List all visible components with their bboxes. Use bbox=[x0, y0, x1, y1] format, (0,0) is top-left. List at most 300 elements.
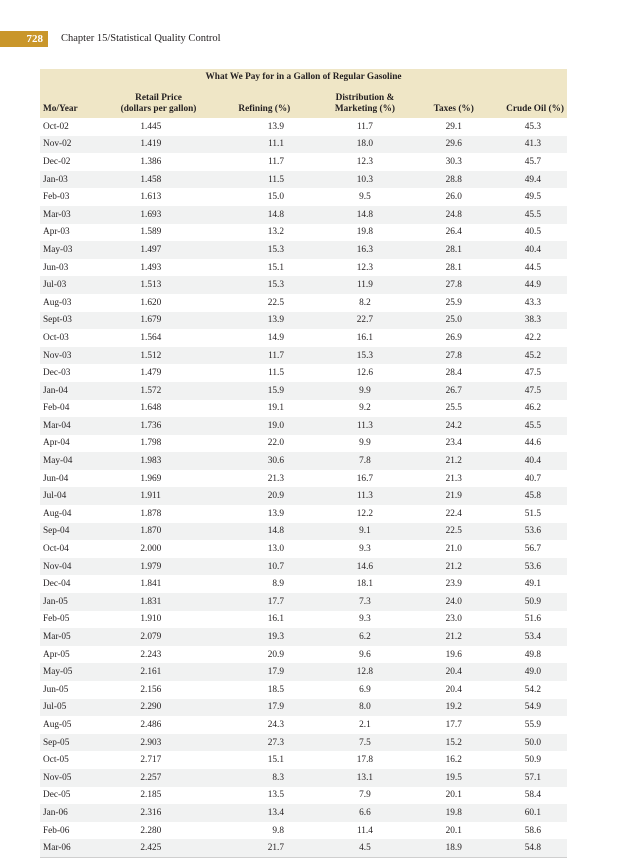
table-cell: 50.9 bbox=[490, 593, 567, 611]
table-cell: Dec-03 bbox=[43, 368, 71, 379]
table-row bbox=[40, 400, 567, 418]
table-cell: 21.3 bbox=[267, 473, 285, 484]
table-cell: 1.512 bbox=[100, 347, 216, 365]
table-cell: 10.3 bbox=[312, 171, 418, 189]
table-cell: 40.7 bbox=[524, 473, 541, 484]
table-row bbox=[40, 611, 567, 629]
table-cell: 2.257 bbox=[100, 769, 216, 787]
table-cell: 43.3 bbox=[524, 297, 541, 308]
table-cell: 45.3 bbox=[524, 121, 541, 132]
table-cell: 54.9 bbox=[490, 699, 567, 717]
table-cell: 54.8 bbox=[490, 839, 567, 857]
table-cell: 1.513 bbox=[100, 276, 216, 294]
table-cell: 28.1 bbox=[418, 241, 490, 259]
table-cell: Jun-03 bbox=[43, 262, 69, 273]
table-cell: Mar-05 bbox=[40, 628, 100, 646]
table-cell: 49.8 bbox=[524, 649, 541, 660]
table-cell: 16.2 bbox=[445, 755, 462, 766]
table-cell: 1.613 bbox=[140, 192, 162, 203]
table-cell: 23.0 bbox=[445, 614, 462, 625]
table-row bbox=[40, 188, 567, 206]
table-cell: 4.5 bbox=[312, 839, 418, 857]
table-cell: 20.1 bbox=[445, 790, 462, 801]
table-row bbox=[40, 347, 567, 365]
column-header-crude-oil: Crude Oil (%) bbox=[490, 84, 567, 118]
table-cell: 2.290 bbox=[100, 699, 216, 717]
table-cell: 40.5 bbox=[524, 227, 541, 238]
table-cell: 51.5 bbox=[524, 508, 541, 519]
column-header-taxes: Taxes (%) bbox=[418, 84, 490, 118]
table-row bbox=[40, 224, 567, 242]
table-row bbox=[40, 593, 567, 611]
table-cell: 12.6 bbox=[356, 368, 374, 379]
table-cell: Feb-03 bbox=[43, 192, 70, 203]
table-cell: Aug-03 bbox=[43, 297, 72, 308]
table-cell: 27.3 bbox=[217, 734, 312, 752]
table-cell: 21.3 bbox=[445, 473, 462, 484]
table-cell: 16.3 bbox=[312, 241, 418, 259]
table-cell: 29.1 bbox=[445, 121, 462, 132]
table-cell: Jun-04 bbox=[43, 473, 69, 484]
table-cell: 25.0 bbox=[418, 312, 490, 330]
table-cell: 1.458 bbox=[100, 171, 216, 189]
table-cell: 2.425 bbox=[100, 839, 216, 857]
table-row bbox=[40, 804, 567, 822]
table-cell: 49.4 bbox=[490, 171, 567, 189]
table-cell: 11.7 bbox=[217, 347, 312, 365]
table-cell: 2.156 bbox=[140, 684, 162, 695]
column-header-refining: Refining (%) bbox=[217, 84, 312, 118]
table-row bbox=[40, 312, 567, 330]
table-row bbox=[40, 822, 567, 840]
table-cell: May-03 bbox=[40, 241, 100, 259]
table-cell: 6.2 bbox=[312, 628, 418, 646]
table-cell: Feb-05 bbox=[43, 614, 70, 625]
table-cell: 18.0 bbox=[312, 136, 418, 154]
table-cell: 1.497 bbox=[100, 241, 216, 259]
table-row bbox=[40, 628, 567, 646]
table-cell: 19.8 bbox=[356, 227, 374, 238]
table-cell: 8.3 bbox=[217, 769, 312, 787]
table-cell: 55.9 bbox=[524, 719, 541, 730]
table-cell: 56.7 bbox=[524, 544, 541, 555]
table-row bbox=[40, 417, 567, 435]
table-row bbox=[40, 364, 567, 382]
table-cell: 17.9 bbox=[217, 699, 312, 717]
table-cell: Apr-05 bbox=[43, 649, 70, 660]
table-cell: 11.7 bbox=[356, 121, 373, 132]
table-row bbox=[40, 575, 567, 593]
table-row bbox=[40, 558, 567, 576]
table-cell: 19.1 bbox=[267, 403, 285, 414]
table-cell: 6.6 bbox=[312, 804, 418, 822]
table-cell: 12.8 bbox=[312, 663, 418, 681]
table-cell: 1.564 bbox=[140, 332, 162, 343]
table-cell: 13.4 bbox=[217, 804, 312, 822]
table-cell: 11.3 bbox=[312, 417, 418, 435]
table-cell: 14.8 bbox=[217, 206, 312, 224]
table-cell: 2.316 bbox=[100, 804, 216, 822]
table-row bbox=[40, 839, 567, 857]
table-cell: Apr-03 bbox=[43, 227, 70, 238]
table-cell: 1.679 bbox=[100, 312, 216, 330]
table-cell: 1.386 bbox=[140, 156, 162, 167]
table-cell: Dec-05 bbox=[43, 790, 71, 801]
table-cell: 17.9 bbox=[217, 663, 312, 681]
table-cell: 13.9 bbox=[267, 508, 285, 519]
table-cell: 1.648 bbox=[140, 403, 162, 414]
table-cell: Jul-05 bbox=[40, 699, 100, 717]
table-cell: 40.4 bbox=[490, 241, 567, 259]
table-cell: Jul-04 bbox=[40, 487, 100, 505]
table-cell: 19.8 bbox=[418, 804, 490, 822]
table-cell: 1.493 bbox=[140, 262, 162, 273]
table-cell: 49.1 bbox=[524, 579, 541, 590]
table-cell: 19.6 bbox=[445, 649, 462, 660]
table-cell: May-05 bbox=[40, 663, 100, 681]
table-cell: 51.6 bbox=[524, 614, 541, 625]
table-cell: 20.9 bbox=[217, 487, 312, 505]
table-cell: 9.3 bbox=[359, 614, 371, 625]
table-cell: 54.2 bbox=[524, 684, 541, 695]
table-cell: Nov-02 bbox=[40, 136, 100, 154]
page-number: 728 bbox=[0, 31, 48, 47]
table-cell: 30.6 bbox=[217, 452, 312, 470]
table-cell: Oct-05 bbox=[43, 755, 69, 766]
table-cell: 1.983 bbox=[100, 452, 216, 470]
table-cell: 15.3 bbox=[217, 276, 312, 294]
table-cell: 17.8 bbox=[356, 755, 374, 766]
table-cell: 24.8 bbox=[418, 206, 490, 224]
table-cell: 1.798 bbox=[140, 438, 162, 449]
table-cell: 22.5 bbox=[267, 297, 285, 308]
column-header-distribution: Distribution & Marketing (%) bbox=[312, 84, 418, 118]
table-cell: Mar-03 bbox=[40, 206, 100, 224]
table-cell: 2.161 bbox=[100, 663, 216, 681]
table-cell: 22.5 bbox=[418, 523, 490, 541]
table-cell: 19.2 bbox=[418, 699, 490, 717]
table-cell: 20.1 bbox=[445, 825, 462, 836]
table-cell: 9.9 bbox=[312, 382, 418, 400]
column-header-month: Mo/Year bbox=[40, 84, 100, 118]
table-cell: 40.4 bbox=[490, 452, 567, 470]
table-row bbox=[40, 153, 567, 171]
table-row bbox=[40, 206, 567, 224]
table-cell: 25.5 bbox=[445, 403, 462, 414]
table-cell: 45.5 bbox=[490, 417, 567, 435]
table-cell: 14.8 bbox=[217, 523, 312, 541]
table-cell: 13.5 bbox=[267, 790, 285, 801]
table-cell: 49.0 bbox=[490, 663, 567, 681]
table-cell: 27.8 bbox=[418, 347, 490, 365]
table-cell: 9.8 bbox=[272, 825, 285, 836]
table-cell: 60.1 bbox=[490, 804, 567, 822]
table-cell: 21.7 bbox=[217, 839, 312, 857]
table-cell: 44.9 bbox=[490, 276, 567, 294]
table-cell: 21.9 bbox=[418, 487, 490, 505]
table-cell: 15.3 bbox=[312, 347, 418, 365]
table-cell: 14.8 bbox=[312, 206, 418, 224]
table-cell: 41.3 bbox=[490, 136, 567, 154]
table-cell: 16.1 bbox=[267, 614, 285, 625]
table-cell: 21.2 bbox=[418, 558, 490, 576]
table-cell: 1.589 bbox=[140, 227, 162, 238]
table-cell: 11.5 bbox=[268, 368, 285, 379]
table-cell: Jan-06 bbox=[40, 804, 100, 822]
table-cell: 53.4 bbox=[490, 628, 567, 646]
table-cell: 30.3 bbox=[445, 156, 462, 167]
table-row bbox=[40, 470, 567, 488]
table-cell: 13.2 bbox=[267, 227, 285, 238]
table-cell: 27.8 bbox=[418, 276, 490, 294]
table-cell: 15.1 bbox=[267, 755, 285, 766]
table-row bbox=[40, 241, 567, 259]
table-cell: Mar-04 bbox=[40, 417, 100, 435]
table-cell: 1.693 bbox=[100, 206, 216, 224]
table-cell: May-04 bbox=[40, 452, 100, 470]
table-cell: 24.0 bbox=[418, 593, 490, 611]
table-cell: 26.9 bbox=[445, 332, 462, 343]
table-cell: 11.9 bbox=[312, 276, 418, 294]
gasoline-table bbox=[40, 69, 567, 858]
table-cell: Jul-03 bbox=[40, 276, 100, 294]
table-cell: 2.717 bbox=[140, 755, 162, 766]
table-cell: 9.5 bbox=[359, 192, 371, 203]
table-cell: Mar-06 bbox=[40, 839, 100, 857]
table-cell: 24.2 bbox=[418, 417, 490, 435]
table-row bbox=[40, 294, 567, 312]
table-row bbox=[40, 136, 567, 154]
table-cell: 24.3 bbox=[267, 719, 285, 730]
table-cell: 11.5 bbox=[217, 171, 312, 189]
table-cell: 26.7 bbox=[418, 382, 490, 400]
table-title: What We Pay for in a Gallon of Regular Gasoline bbox=[40, 69, 567, 84]
table-cell: Sep-05 bbox=[40, 734, 100, 752]
table-row bbox=[40, 118, 567, 136]
table-cell: Jun-05 bbox=[43, 684, 69, 695]
table-cell: 2.000 bbox=[140, 544, 162, 555]
table-row bbox=[40, 329, 567, 347]
table-cell: 1.831 bbox=[100, 593, 216, 611]
table-row bbox=[40, 259, 567, 277]
table-row bbox=[40, 435, 567, 453]
table-cell: 12.3 bbox=[356, 156, 374, 167]
table-cell: 49.5 bbox=[524, 192, 541, 203]
table-cell: 1.910 bbox=[140, 614, 162, 625]
table-cell: 2.903 bbox=[100, 734, 216, 752]
table-cell: 8.0 bbox=[312, 699, 418, 717]
table-row bbox=[40, 663, 567, 681]
table-cell: 21.0 bbox=[445, 544, 462, 555]
table-cell: Dec-02 bbox=[43, 156, 71, 167]
table-row bbox=[40, 505, 567, 523]
table-cell: Jan-05 bbox=[40, 593, 100, 611]
table-cell: 15.3 bbox=[217, 241, 312, 259]
table-cell: 18.5 bbox=[267, 684, 285, 695]
table-row bbox=[40, 734, 567, 752]
table-cell: 28.4 bbox=[445, 368, 462, 379]
table-cell: 20.4 bbox=[445, 684, 462, 695]
table-cell: 25.9 bbox=[445, 297, 462, 308]
table-cell: 16.1 bbox=[356, 332, 374, 343]
table-row bbox=[40, 769, 567, 787]
table-cell: 17.7 bbox=[217, 593, 312, 611]
table-cell: 11.7 bbox=[268, 156, 285, 167]
table-cell: 22.0 bbox=[267, 438, 285, 449]
table-cell: 13.0 bbox=[267, 544, 285, 555]
table-cell: Oct-03 bbox=[43, 332, 69, 343]
table-cell: 2.486 bbox=[140, 719, 162, 730]
table-row bbox=[40, 523, 567, 541]
table-cell: 9.1 bbox=[312, 523, 418, 541]
table-cell: 21.2 bbox=[418, 628, 490, 646]
table-cell: 20.9 bbox=[267, 649, 285, 660]
table-cell: 23.9 bbox=[445, 579, 462, 590]
table-cell: 26.0 bbox=[445, 192, 462, 203]
table-cell: 1.878 bbox=[140, 508, 162, 519]
table-cell: Sept-03 bbox=[40, 312, 100, 330]
table-cell: Apr-04 bbox=[43, 438, 70, 449]
table-cell: 8.2 bbox=[359, 297, 371, 308]
table-cell: 53.6 bbox=[490, 523, 567, 541]
table-cell: 45.8 bbox=[490, 487, 567, 505]
table-cell: 2.280 bbox=[140, 825, 162, 836]
table-cell: 7.5 bbox=[312, 734, 418, 752]
table-cell: 11.1 bbox=[217, 136, 312, 154]
table-cell: 14.6 bbox=[312, 558, 418, 576]
table-cell: 1.870 bbox=[100, 523, 216, 541]
table-cell: 6.9 bbox=[359, 684, 371, 695]
table-cell: 1.969 bbox=[140, 473, 162, 484]
table-cell: 7.9 bbox=[359, 790, 371, 801]
table-cell: 45.5 bbox=[490, 206, 567, 224]
table-row bbox=[40, 716, 567, 734]
table-cell: 2.079 bbox=[100, 628, 216, 646]
chapter-title: Chapter 15/Statistical Quality Control bbox=[61, 33, 221, 44]
table-row bbox=[40, 540, 567, 558]
table-cell: 46.2 bbox=[524, 403, 541, 414]
table-cell: 1.620 bbox=[140, 297, 162, 308]
table-cell: 1.445 bbox=[140, 121, 162, 132]
table-cell: 58.4 bbox=[524, 790, 541, 801]
table-cell: 15.2 bbox=[418, 734, 490, 752]
table-row bbox=[40, 646, 567, 664]
table-cell: 38.3 bbox=[490, 312, 567, 330]
table-cell: 11.4 bbox=[356, 825, 373, 836]
table-cell: 1.419 bbox=[100, 136, 216, 154]
table-cell: 2.1 bbox=[359, 719, 371, 730]
table-cell: 28.1 bbox=[445, 262, 462, 273]
table-row bbox=[40, 452, 567, 470]
table-cell: Dec-04 bbox=[43, 579, 71, 590]
table-cell: 15.0 bbox=[267, 192, 285, 203]
table-cell: 7.3 bbox=[312, 593, 418, 611]
table-body bbox=[40, 118, 567, 857]
table-cell: 57.1 bbox=[490, 769, 567, 787]
table-cell: 47.5 bbox=[490, 382, 567, 400]
table-cell: 10.7 bbox=[217, 558, 312, 576]
table-cell: 7.8 bbox=[312, 452, 418, 470]
table-cell: 1.911 bbox=[100, 487, 216, 505]
table-row bbox=[40, 681, 567, 699]
table-cell: 16.7 bbox=[356, 473, 374, 484]
table-cell: 19.5 bbox=[418, 769, 490, 787]
table-cell: 11.3 bbox=[312, 487, 418, 505]
table-cell: 2.243 bbox=[140, 649, 162, 660]
table-row bbox=[40, 751, 567, 769]
table-cell: Nov-03 bbox=[40, 347, 100, 365]
table-cell: Oct-02 bbox=[43, 121, 69, 132]
table-cell: 1.479 bbox=[140, 368, 162, 379]
table-cell: 12.3 bbox=[356, 262, 374, 273]
table-cell: 1.979 bbox=[100, 558, 216, 576]
column-header-retail-price: Retail Price (dollars per gallon) bbox=[100, 84, 216, 118]
table-row bbox=[40, 171, 567, 189]
page-header bbox=[0, 31, 639, 47]
table-cell: 58.6 bbox=[524, 825, 541, 836]
table-cell: 22.4 bbox=[445, 508, 462, 519]
table-cell: Aug-05 bbox=[43, 719, 72, 730]
table-cell: 1.572 bbox=[100, 382, 216, 400]
table-cell: 17.7 bbox=[445, 719, 462, 730]
table-cell: 53.6 bbox=[490, 558, 567, 576]
table-cell: 50.0 bbox=[490, 734, 567, 752]
table-cell: 9.3 bbox=[359, 544, 371, 555]
table-cell: 14.9 bbox=[267, 332, 285, 343]
table-cell: 20.4 bbox=[418, 663, 490, 681]
table-cell: 1.736 bbox=[100, 417, 216, 435]
table-cell: Nov-05 bbox=[40, 769, 100, 787]
table-cell: 29.6 bbox=[418, 136, 490, 154]
table-cell: 12.2 bbox=[356, 508, 374, 519]
table-cell: Nov-04 bbox=[40, 558, 100, 576]
table-cell: 18.1 bbox=[356, 579, 374, 590]
table-cell: 44.6 bbox=[524, 438, 541, 449]
table-cell: 15.1 bbox=[267, 262, 285, 273]
table-cell: Oct-04 bbox=[43, 544, 69, 555]
table-cell: 50.9 bbox=[524, 755, 541, 766]
table-cell: 8.9 bbox=[272, 579, 285, 590]
table-cell: Feb-06 bbox=[43, 825, 70, 836]
table-cell: 1.841 bbox=[140, 579, 162, 590]
table-cell: 2.185 bbox=[140, 790, 162, 801]
table-cell: 9.2 bbox=[359, 403, 371, 414]
table-cell: Aug-04 bbox=[43, 508, 72, 519]
table-cell: 13.9 bbox=[267, 121, 285, 132]
table-cell: 19.0 bbox=[217, 417, 312, 435]
table-row bbox=[40, 487, 567, 505]
table-cell: 45.7 bbox=[524, 156, 541, 167]
table-row bbox=[40, 699, 567, 717]
table-cell: 47.5 bbox=[524, 368, 541, 379]
table-cell: Jan-03 bbox=[40, 171, 100, 189]
table-cell: 23.4 bbox=[445, 438, 462, 449]
table-cell: 18.9 bbox=[418, 839, 490, 857]
table-cell: 9.9 bbox=[359, 438, 371, 449]
table-cell: Sep-04 bbox=[40, 523, 100, 541]
table-cell: 21.2 bbox=[418, 452, 490, 470]
table-cell: 19.3 bbox=[217, 628, 312, 646]
table-cell: 44.5 bbox=[524, 262, 541, 273]
table-cell: 45.2 bbox=[490, 347, 567, 365]
table-cell: Jan-04 bbox=[40, 382, 100, 400]
table-cell: 9.6 bbox=[359, 649, 371, 660]
table-cell: 28.8 bbox=[418, 171, 490, 189]
table-row bbox=[40, 382, 567, 400]
table-row bbox=[40, 787, 567, 805]
table-cell: 22.7 bbox=[312, 312, 418, 330]
table-cell: Feb-04 bbox=[43, 403, 70, 414]
